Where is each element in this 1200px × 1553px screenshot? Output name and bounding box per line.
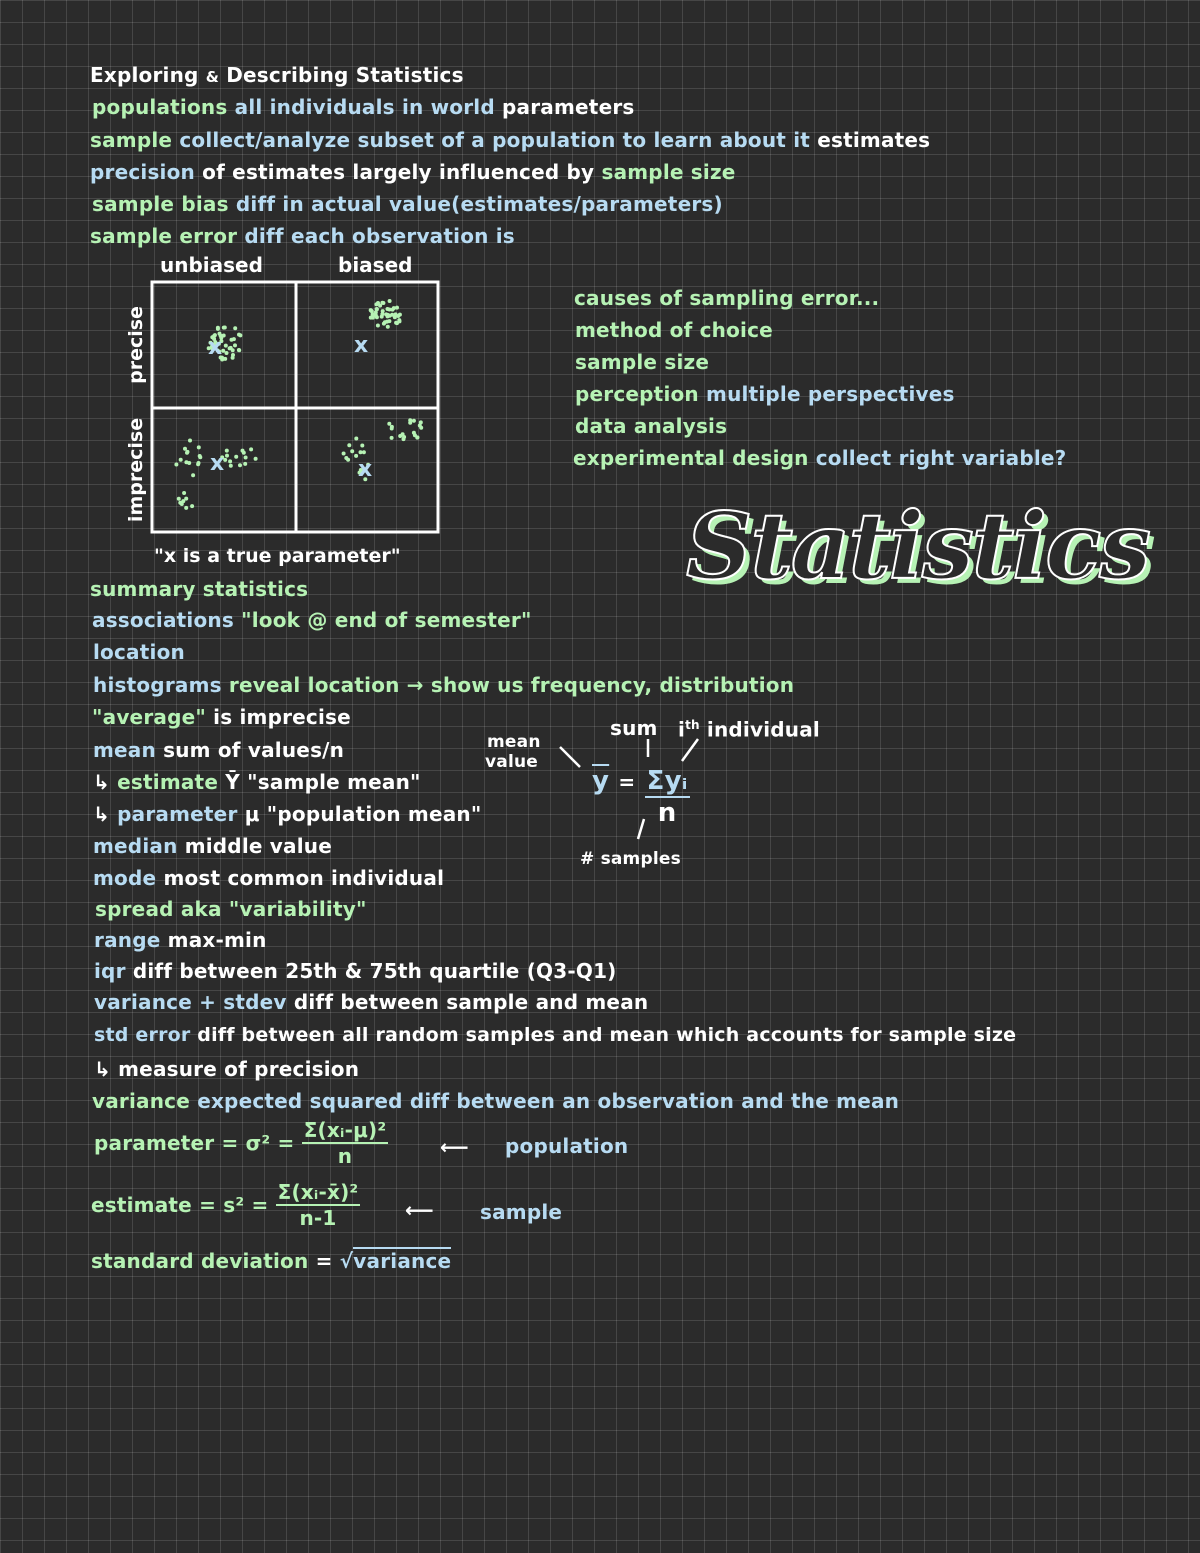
arrow-icon: ⟵	[405, 1198, 434, 1222]
cause-detail: collect right variable?	[815, 446, 1067, 470]
location-line: location	[93, 640, 185, 664]
sample-dot	[182, 491, 186, 495]
sample-dot	[198, 454, 202, 458]
sample-dot	[183, 447, 187, 451]
sample-dot	[383, 320, 387, 324]
sub-arrow-icon: ↳	[93, 770, 110, 794]
sample-dot	[375, 307, 379, 311]
sample-dot	[381, 309, 385, 313]
def-extra: parameters	[502, 95, 635, 119]
term: median	[93, 834, 178, 858]
def-sample-error	[90, 224, 515, 248]
sample-dot	[180, 502, 184, 506]
desc: is imprecise	[213, 705, 351, 729]
population-label: population	[505, 1134, 629, 1158]
sample-dot	[342, 452, 346, 456]
sample-dot	[238, 463, 242, 467]
ith-i: i	[678, 717, 686, 742]
sample-dot	[188, 439, 192, 443]
y-bar: $\overline{y}$	[592, 766, 610, 796]
desc: "sample mean"	[247, 770, 421, 794]
sample-dot	[388, 299, 392, 303]
median-line	[93, 834, 332, 858]
numerator: Σ(xᵢ-x̄)²	[277, 1180, 359, 1204]
sample-dot	[374, 302, 378, 306]
sample-dot	[225, 454, 229, 458]
desc: reveal location → show us frequency, distribution	[228, 673, 795, 697]
def-desc: collect/analyze subset of a population to learn about it	[179, 128, 811, 152]
sample-dot	[360, 444, 364, 448]
denominator: n	[657, 798, 677, 828]
cause-item	[575, 318, 773, 342]
sub-arrow-icon: ↳	[94, 1057, 111, 1081]
sample-dot	[179, 458, 183, 462]
sample-dot	[387, 319, 391, 323]
mean-formula	[592, 766, 690, 828]
formula-fraction	[302, 1118, 389, 1168]
formula-fraction	[276, 1180, 361, 1230]
term: spread	[95, 897, 174, 921]
desc: diff between all random samples and mean which accounts for sample size	[197, 1024, 1017, 1046]
sample-dot	[413, 433, 417, 437]
sample-dot	[237, 348, 241, 352]
sample-dot	[392, 306, 396, 310]
sample-label: sample	[480, 1200, 563, 1224]
sample-dot	[408, 418, 412, 422]
sample-dot	[233, 343, 237, 347]
cause-text: method of choice	[575, 318, 773, 342]
sample-dot	[387, 422, 391, 426]
desc: aka "variability"	[180, 897, 367, 921]
term: range	[94, 928, 161, 952]
sample-dot	[187, 461, 191, 465]
mean-fraction	[645, 766, 690, 828]
sample-dot	[362, 450, 366, 454]
mean-value-label-1: mean	[487, 732, 541, 752]
variance-line	[92, 1089, 899, 1113]
def-desc: all individuals in world	[234, 95, 495, 119]
sample-dot	[242, 451, 246, 455]
sample-dot	[378, 304, 382, 308]
sample-dot	[346, 458, 350, 462]
def-extra: sample size	[601, 160, 736, 184]
true-param-marker: x	[208, 335, 223, 360]
sample-dot	[376, 324, 380, 328]
def-extra: estimates	[817, 128, 931, 152]
def-term: sample bias	[92, 192, 229, 216]
term: parameter	[117, 802, 238, 826]
term: mode	[93, 866, 157, 890]
sample-dot	[350, 449, 354, 453]
desc: expected squared diff between an observation and the mean	[197, 1089, 900, 1113]
range-line	[94, 928, 267, 952]
sample-dot	[233, 326, 237, 330]
def-desc: diff each observation is	[244, 224, 515, 248]
sample-dot	[234, 455, 238, 459]
cause-item	[575, 350, 709, 374]
precision-note-line	[94, 1057, 359, 1081]
sample-dot	[231, 353, 235, 357]
title-rest: Describing Statistics	[226, 63, 464, 87]
sample-dot	[254, 457, 258, 461]
formula-lhs: parameter = σ² =	[94, 1131, 295, 1155]
sample-dot	[225, 449, 229, 453]
sample-dot	[402, 437, 406, 441]
row-label-precise: precise	[125, 306, 147, 384]
equals: =	[618, 770, 636, 794]
desc: measure of precision	[118, 1057, 360, 1081]
true-param-marker: x	[210, 451, 225, 476]
estimate-line	[93, 770, 421, 794]
cause-text: experimental design	[573, 446, 809, 470]
desc: most common individual	[163, 866, 445, 890]
sqrt-arg: variance	[353, 1249, 452, 1273]
desc: "look @ end of semester"	[241, 608, 532, 632]
parameter-formula	[94, 1118, 388, 1168]
sample-dot	[347, 443, 351, 447]
sample-dot	[371, 312, 375, 316]
sample-dot	[225, 351, 229, 355]
sample-dot	[243, 462, 247, 466]
desc: max-min	[167, 928, 267, 952]
sample-dot	[191, 473, 195, 477]
def-sample-bias	[92, 192, 723, 216]
estimate-formula	[91, 1180, 360, 1230]
associations-line	[92, 608, 532, 632]
term: "average"	[92, 705, 206, 729]
sample-dot	[390, 436, 394, 440]
parameter-line	[93, 802, 481, 826]
desc: "population mean"	[266, 802, 482, 826]
col-label-biased: biased	[338, 253, 413, 277]
sample-dot	[244, 456, 248, 460]
desc: middle value	[184, 834, 332, 858]
def-term: populations	[92, 95, 228, 119]
mean-line	[93, 738, 344, 762]
iqr-line	[94, 959, 617, 983]
def-term: sample	[90, 128, 173, 152]
desc: diff between sample and mean	[293, 990, 649, 1014]
title-amp: &	[205, 68, 220, 86]
average-line	[92, 705, 351, 729]
summary-heading: summary statistics	[90, 577, 309, 601]
histograms-line	[93, 673, 794, 697]
sample-dot	[398, 434, 402, 438]
mean-value-label-2: value	[485, 752, 539, 772]
sample-dot	[184, 497, 188, 501]
true-param-marker: x	[354, 333, 369, 358]
ith-sup: th	[685, 718, 700, 732]
def-precision	[90, 160, 736, 184]
sample-dot	[228, 459, 232, 463]
sample-dot	[224, 344, 228, 348]
statistics-script-title: Statistics	[686, 492, 1150, 600]
sample-dot	[190, 504, 194, 508]
sqrt-icon: √	[339, 1249, 354, 1273]
term: histograms	[93, 673, 222, 697]
term: mean	[93, 738, 156, 762]
term: estimate	[117, 770, 219, 794]
denominator: n	[337, 1144, 353, 1168]
sample-dot	[393, 315, 397, 319]
sample-dot	[369, 316, 373, 320]
sample-dot	[359, 450, 363, 454]
sample-dot	[237, 333, 241, 337]
samples-label: # samples	[580, 849, 681, 869]
cause-detail: multiple perspectives	[706, 382, 955, 406]
term: variance + stdev	[94, 990, 287, 1014]
def-term: precision	[90, 160, 195, 184]
row-label-imprecise: imprecise	[125, 417, 147, 523]
sample-dots	[174, 299, 423, 510]
equals: =	[315, 1249, 333, 1273]
term: std error	[94, 1024, 191, 1046]
sub-arrow-icon: ↳	[93, 802, 110, 826]
sample-dot	[232, 337, 236, 341]
arrow-icon: ⟵	[440, 1135, 469, 1159]
sample-dot	[375, 315, 379, 319]
sample-dot	[396, 314, 400, 318]
spread-line	[95, 897, 367, 921]
sample-dot	[386, 307, 390, 311]
bias-precision-diagram	[110, 250, 450, 570]
std-error-line	[94, 1023, 1016, 1047]
desc: sum of values/n	[163, 738, 345, 762]
sample-dot	[197, 445, 201, 449]
def-desc: diff in actual value(estimates/parameters)	[235, 192, 723, 216]
cause-item	[573, 446, 1066, 470]
desc: diff between 25th & 75th quartile (Q3-Q1)	[132, 959, 617, 983]
sample-dot	[380, 315, 384, 319]
sum-label: sum	[610, 716, 658, 740]
sample-dot	[228, 346, 232, 350]
page-title	[90, 63, 464, 89]
title-word: Exploring	[90, 63, 199, 87]
formula-lhs: estimate = s² =	[91, 1193, 269, 1217]
sample-dot	[395, 321, 399, 325]
cause-text: perception	[575, 382, 699, 406]
cause-text: sample size	[575, 350, 710, 374]
sample-dot	[186, 450, 190, 454]
def-populations	[92, 95, 635, 119]
sample-dot	[386, 325, 390, 329]
term: variance	[92, 1089, 191, 1113]
diagram-caption: "x is a true parameter"	[154, 545, 401, 567]
cause-item	[575, 382, 955, 406]
col-label-unbiased: unbiased	[160, 253, 263, 277]
def-desc: of estimates largely influenced by	[202, 160, 595, 184]
numerator: Σ(xᵢ-μ)²	[303, 1118, 387, 1142]
sample-dot	[388, 314, 392, 318]
sample-dot	[249, 447, 253, 451]
sample-dot	[419, 426, 423, 430]
true-param-marker: x	[358, 457, 373, 482]
sample-dot	[412, 419, 416, 423]
denominator: n-1	[299, 1206, 337, 1230]
causes-heading: causes of sampling error...	[574, 286, 880, 310]
def-term: sample error	[90, 224, 238, 248]
symbol: μ	[244, 802, 260, 826]
sample-dot	[381, 301, 385, 305]
cause-item	[575, 414, 727, 438]
sample-dot	[369, 308, 373, 312]
symbol: Ȳ	[225, 770, 240, 794]
numerator: Σyᵢ	[646, 766, 688, 796]
sample-dot	[222, 326, 226, 330]
sample-dot	[390, 427, 394, 431]
term: iqr	[94, 959, 126, 983]
ith-rest: individual	[706, 717, 820, 742]
sample-dot	[197, 461, 201, 465]
sample-dot	[222, 334, 226, 338]
sample-dot	[229, 464, 233, 468]
sample-dot	[174, 463, 178, 467]
standard-deviation-line	[91, 1249, 451, 1273]
mode-line	[93, 866, 444, 890]
term: standard deviation	[91, 1249, 309, 1273]
def-sample	[90, 128, 930, 152]
term: associations	[92, 608, 234, 632]
sample-dot	[177, 497, 181, 501]
sample-dot	[354, 437, 358, 441]
cause-text: data analysis	[575, 414, 728, 438]
variance-stdev-line	[94, 990, 648, 1014]
sample-dot	[184, 506, 188, 510]
sample-dot	[216, 326, 220, 330]
